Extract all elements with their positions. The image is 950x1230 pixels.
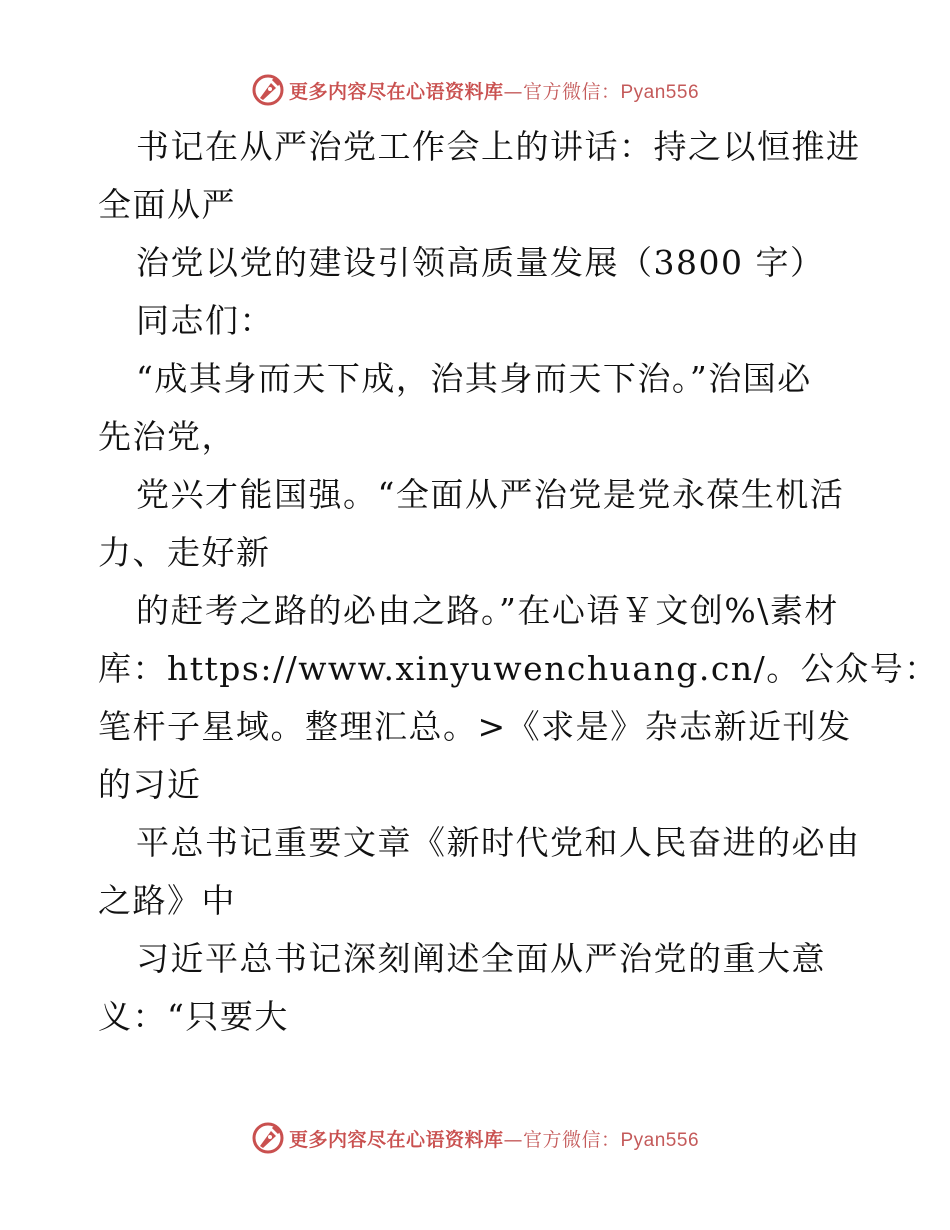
banner-sub-text: 官方微信：: [522, 80, 621, 103]
banner-wechat-id: Pyan556: [620, 1129, 700, 1151]
document-body: [98, 118, 939, 1046]
banner-sub-text: 官方微信：: [522, 1128, 621, 1151]
header-banner: [0, 70, 950, 110]
body-text-line: 之路》中: [98, 881, 236, 920]
banner-dash: —: [503, 1128, 523, 1151]
pen-nib-logo-icon: [251, 73, 285, 107]
body-text-line: 习近平总书记深刻阐述全面从严治党的重大意: [136, 939, 826, 978]
body-text-line: 笔杆子星域。整理汇总。>《求是》杂志新近刊发: [98, 707, 852, 746]
banner-main-text: 更多内容尽在心语资料库: [288, 1128, 504, 1151]
body-text-line: 治党以党的建设引领高质量发展（3800 字）: [136, 243, 825, 282]
body-text-line: 库：https://www.xinyuwenchuang.cn/。公众号：: [98, 649, 939, 688]
banner-text: [289, 77, 699, 104]
body-text-line: 书记在从严治党工作会上的讲话：持之以恒推进: [136, 127, 861, 166]
body-text-line: 的习近: [98, 765, 202, 804]
footer-banner: [0, 1118, 950, 1158]
banner-dash: —: [503, 80, 523, 103]
body-text-line: 平总书记重要文章《新时代党和人民奋进的必由: [136, 823, 861, 862]
pen-nib-logo-icon: [251, 1121, 285, 1155]
body-text-line: “成其身而天下成，治其身而天下治。”治国必: [136, 359, 812, 398]
body-text-line: 义：“只要大: [98, 997, 289, 1036]
body-text-line: 先治党，: [98, 417, 236, 456]
body-text-line: 党兴才能国强。“全面从严治党是党永葆生机活: [136, 475, 845, 514]
banner-main-text: 更多内容尽在心语资料库: [288, 80, 504, 103]
body-text-line: 力、走好新: [98, 533, 271, 572]
banner-text: [289, 1125, 699, 1152]
banner-wechat-id: Pyan556: [620, 81, 700, 103]
body-text-line: 同志们：: [136, 301, 274, 340]
body-text-line: 全面从严: [98, 185, 236, 224]
body-text-line: 的赶考之路的必由之路。”在心语￥文创%\素材: [136, 591, 839, 630]
